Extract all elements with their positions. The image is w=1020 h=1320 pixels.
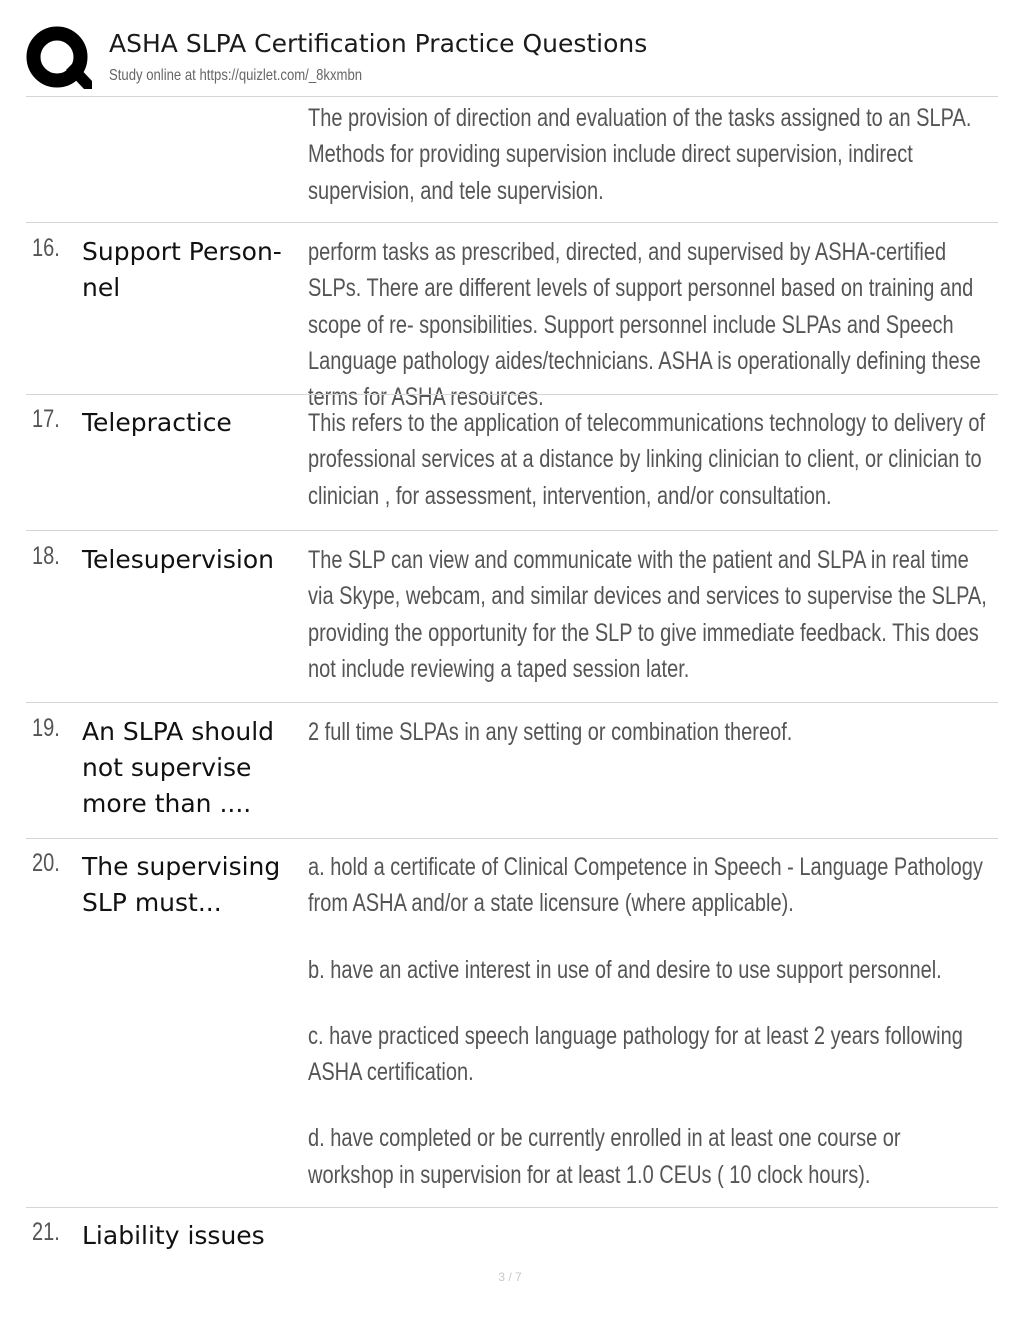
divider: [26, 394, 998, 395]
definition-paragraph: 2 full time SLPAs in any setting or combination thereof.: [308, 718, 793, 746]
card-definition: [308, 714, 988, 750]
definition-paragraph: a. hold a certificate of Clinical Competence in Speech - Language Pathology from ASHA and/or a state licensure (where applicable).: [308, 853, 983, 918]
page-header: [26, 24, 998, 96]
card-term: An SLPA should not supervise more than ....: [82, 717, 275, 818]
card-definition: [308, 849, 988, 1193]
card-term: The supervising SLP must...: [82, 852, 281, 917]
definition-paragraph: b. have an active interest in use of and desire to use support personnel.: [308, 955, 942, 984]
definition-paragraph: perform tasks as prescribed, directed, and supervised by ASHA-certified SLPs. There are different levels of support personnel based on training and scope of re- sponsibilities. Support personnel include SLPAs and Speech Language pathology aides/technicians. ASHA is operationally defining these terms for ASHA resources.: [308, 238, 981, 412]
divider: [26, 838, 998, 839]
card-number: 18.: [32, 542, 60, 570]
definition-paragraph: The provision of direction and evaluation of the tasks assigned to an SLPA. Methods for providing supervision include direct supervision, indirect supervision, and tele supervision.: [308, 104, 972, 205]
card-definition: [308, 405, 988, 514]
card-number: 16.: [32, 234, 60, 262]
definition-paragraph: This refers to the application of telecommunications technology to delivery of professional services at a distance by linking clinician to client, or clinician to clinician , for assessment, intervention, and/or consultation.: [308, 409, 986, 510]
page-number: 3 / 7: [498, 1270, 522, 1284]
card-term: Telesupervision: [82, 545, 274, 574]
card-definition: [308, 234, 988, 415]
card-term: Support Person- nel: [82, 237, 282, 302]
card-term: Liability issues: [82, 1221, 265, 1250]
divider: [26, 530, 998, 531]
divider: [26, 222, 998, 223]
definition-paragraph: c. have practiced speech language pathology for at least 2 years following ASHA certification.: [308, 1021, 963, 1087]
card-number: 20.: [32, 849, 60, 877]
quizlet-logo-icon: [26, 26, 92, 92]
divider: [26, 702, 998, 703]
divider: [26, 96, 998, 97]
set-title: ASHA SLPA Certification Practice Questions: [109, 29, 648, 58]
card-term: Telepractice: [82, 408, 232, 437]
card-definition: [308, 542, 988, 687]
card-number: 17.: [32, 405, 60, 433]
card-definition: [308, 100, 988, 209]
card-number: 19.: [32, 714, 60, 742]
definition-paragraph: d. have completed or be currently enrolled in at least one course or workshop in supervision for at least 1.0 CEUs ( 10 clock hours).: [308, 1124, 901, 1189]
divider: [26, 1207, 998, 1208]
definition-paragraph: The SLP can view and communicate with the patient and SLPA in real time via Skype, webcam, and similar devices and services to supervise the SLPA, providing the opportunity for the SLP to give immediate feedback. This does not include reviewing a taped session later.: [308, 546, 987, 683]
card-number: 21.: [32, 1218, 60, 1246]
study-online-link[interactable]: Study online at https://quizlet.com/_8kxmbn: [109, 67, 363, 84]
